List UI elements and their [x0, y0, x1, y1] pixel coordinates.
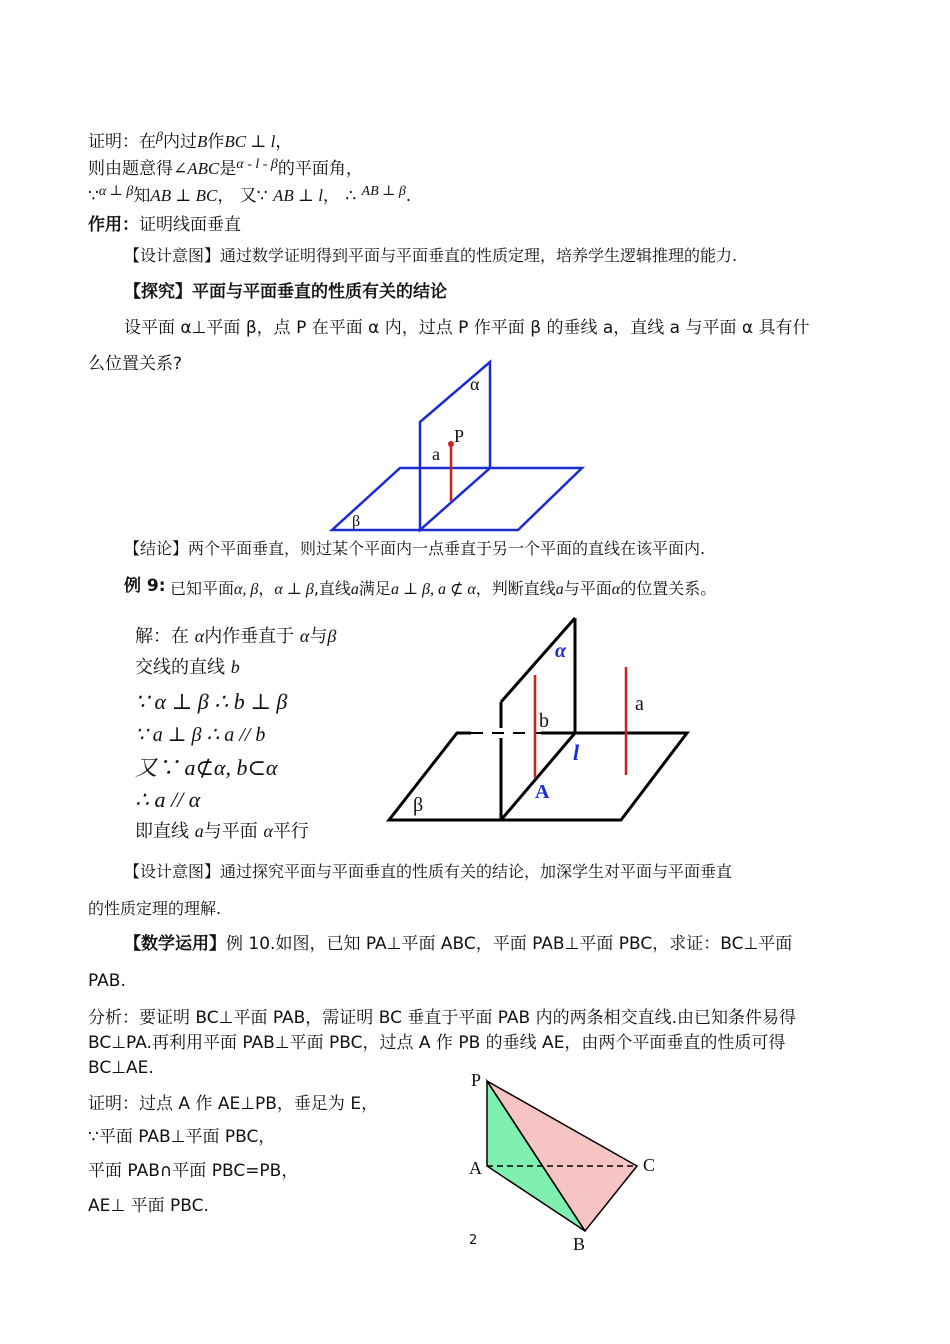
plane-alpha	[420, 362, 490, 530]
solution9-line2: 交线的直线 b	[135, 657, 240, 678]
design-intent-2-line1: 【设计意图】通过探究平面与平面垂直的性质有关的结论，加深学生对平面与平面垂直	[124, 862, 733, 881]
design-intent-1: 【设计意图】通过数学证明得到平面与平面垂直的性质定理，培养学生逻辑推理的能力.	[124, 246, 738, 265]
label-C: C	[643, 1155, 656, 1175]
figure-perpendicular-planes	[330, 360, 590, 535]
proof1-line3: ∵$^{\alpha \perp \beta}$知AB ⊥ BC， 又∵ AB ⊥ l， ∴ $^{AB \perp \beta}$.	[88, 184, 412, 206]
analysis-line2: BC⊥PA.再利用平面 PAB⊥平面 PBC，过点 A 作 PB 的垂线 AE，由两个平面垂直的性质可得	[88, 1033, 786, 1053]
label-l: l	[573, 740, 580, 765]
application-line2: PAB.	[88, 971, 126, 991]
page-number: 2	[469, 1233, 478, 1248]
label-p: P	[454, 426, 465, 446]
label-alpha: α	[470, 374, 480, 394]
proof10-line1: 证明：过点 A 作 AE⊥PB，垂足为 E，	[88, 1094, 379, 1114]
solution9-line5: 又∵ a⊄α, b⊂α	[135, 755, 278, 780]
label-b: b	[539, 710, 549, 732]
figure-tetrahedron	[465, 1068, 665, 1253]
analysis-line3: BC⊥AE.	[88, 1058, 154, 1078]
proof10-line3: 平面 PAB∩平面 PBC=PB，	[88, 1161, 299, 1181]
label-A: A	[469, 1158, 482, 1178]
figure-example9	[385, 615, 690, 825]
usage-line: 作用：证明线面垂直	[88, 215, 241, 235]
proof10-line2: ∵平面 PAB⊥平面 PBC，	[88, 1127, 276, 1147]
application-line1: 【数学运用】例 10.如图，已知 PA⊥平面 ABC，平面 PAB⊥平面 PBC，求证：BC⊥平面	[124, 934, 793, 954]
design-intent-2-line2: 的性质定理的理解.	[88, 899, 222, 918]
explore-line1: 设平面 α⊥平面 β，点 P 在平面 α 内，过点 P 作平面 β 的垂线 a，直线 a 与平面 α 具有什	[124, 318, 810, 338]
intersection-l	[501, 733, 575, 820]
solution9-line6: ∴ a // α	[135, 787, 201, 812]
plane-beta	[332, 468, 582, 530]
label-alpha: α	[555, 640, 567, 662]
proof1-line1: 证明：在$^\beta$内过B作BC ⊥ l，	[88, 130, 293, 152]
label-B: B	[573, 1234, 586, 1254]
solution9-line4: ∵ a ⊥ β ∴ a // b	[135, 724, 266, 746]
conclusion: 【结论】两个平面垂直，则过某个平面内一点垂直于另一个平面的直线在该平面内.	[124, 539, 706, 558]
explore-heading: 【探究】平面与平面垂直的性质有关的结论	[124, 282, 447, 302]
label-a: a	[432, 444, 440, 464]
label-P: P	[471, 1070, 482, 1090]
label-A: A	[535, 781, 550, 803]
example9-text: 已知平面α, β，α ⊥ β,直线a满足a ⊥ β, a ⊄ α，判断直线a与平面α的位置关系。	[170, 579, 717, 598]
solution9-line3: ∵ α ⊥ β ∴ b ⊥ β	[135, 689, 288, 714]
analysis-line1: 分析：要证明 BC⊥平面 PAB，需证明 BC 垂直于平面 PAB 内的两条相交直线.由已知条件易得	[88, 1008, 797, 1028]
solution9-line1: 解：在 α内作垂直于 α与β	[135, 626, 337, 647]
proof10-line4: AE⊥ 平面 PBC.	[88, 1196, 209, 1216]
example9-label: 例 9:	[124, 576, 166, 596]
label-beta: β	[413, 794, 424, 816]
label-a: a	[635, 693, 644, 715]
proof1-line2: 则由题意得∠ABC是$^{\alpha - l - \beta}$的平面角，	[88, 157, 363, 179]
label-beta: β	[352, 513, 361, 530]
explore-line2: 么位置关系?	[88, 354, 183, 374]
solution9-line7: 即直线 a与平面 α平行	[135, 821, 309, 842]
